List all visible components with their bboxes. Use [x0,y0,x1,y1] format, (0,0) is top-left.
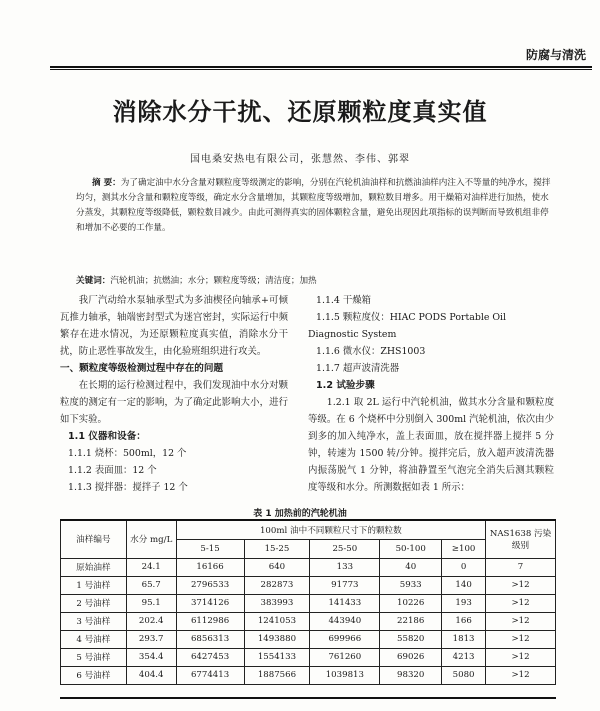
table-cell: 55820 [380,630,442,648]
equipment-item: 1.1.1 烧杯：500ml，12 个 [68,448,187,459]
table-cell: 140 [442,576,486,594]
table-cell: 141433 [310,594,380,612]
table-cell: 1813 [442,630,486,648]
table-bottom-rule [60,697,556,699]
equipment-item: 1.1.5 颗粒度仪：HIAC PODS Portable Oil [316,312,507,323]
table-cell: 3 号油样 [61,612,127,630]
table-cell: 404.4 [126,666,176,684]
header-sample: 油样编号 [61,520,127,558]
table-row [61,612,556,630]
article-title: 消除水分干扰、还原颗粒度真实值 [112,98,488,126]
section-tag: 防腐与清洗 [525,48,586,62]
table-cell: 5933 [380,576,442,594]
table-cell: 761260 [310,648,380,666]
intro-paragraph: 我厂汽动给水泵轴承型式为多油楔径向轴承+可倾瓦推力轴承，轴端密封型式为迷宫密封，实际运行中频繁存在进水情况，为还原颗粒度真实值，消除水分干扰，防止恶性事故发生，由化验班组织进行攻关。 [60,295,288,357]
sub1-heading: 1.1 仪器和设备： [68,431,146,442]
table-cell: 6 号油样 [61,666,127,684]
equipment-item: 1.1.6 微水仪：ZHS1003 [316,346,426,357]
header-size: 15-25 [244,539,310,558]
table-cell: >12 [486,612,556,630]
table-cell: 354.4 [126,648,176,666]
table-cell: 1887566 [244,666,310,684]
table-cell: 91773 [310,576,380,594]
table-cell: >12 [486,594,556,612]
table-body [61,558,556,684]
table-cell: 0 [442,558,486,576]
table-row [61,594,556,612]
table-cell: 699966 [310,630,380,648]
step-paragraph: 1.2.1 取 2L 运行中汽轮机油，做其水分含量和颗粒度等级。在 6 个烧杯中分别倒入 300ml 汽轮机油，依次由少到多的加入纯净水，盖上表面皿，放在搅拌器上搅拌 5 分钟，转速为 1500 转/分钟。搅拌完后，放入超声波清洗器内振荡脱气 1 分钟，将油静置至气泡完全消失后测其颗粒度等级和水分。所测数据如表 1 所示： [308,397,554,493]
table-cell: 1 号油样 [61,576,127,594]
data-table [60,519,556,685]
equipment-item: Diagnostic System [308,329,397,340]
table-cell: 640 [244,558,310,576]
table-row [61,630,556,648]
equipment-item: 1.1.3 搅拌器：搅拌子 12 个 [68,482,188,493]
table-cell: 293.7 [126,630,176,648]
table-cell: >12 [486,666,556,684]
table-cell: 3714126 [176,594,244,612]
equipment-item: 1.1.4 干燥箱 [316,295,371,306]
section1-paragraph: 在长期的运行检测过程中，我们发现油中水分对颗粒度的测定有一定的影响，为了确定此影响大小，进行如下实验。 [60,380,288,425]
table-row [61,576,556,594]
table-cell: 202.4 [126,612,176,630]
table-cell: 22186 [380,612,442,630]
header-size: 25-50 [310,539,380,558]
table-cell: 10226 [380,594,442,612]
table-cell: 原始油样 [61,558,127,576]
table-cell: 383993 [244,594,310,612]
table-cell: 98320 [380,666,442,684]
header-rule-thin [50,69,592,70]
table-cell: 69026 [380,648,442,666]
abstract-label: 摘 要： [92,178,121,188]
keywords-label: 关键词： [76,276,111,286]
equipment-item: 1.1.7 超声波清洗器 [316,363,400,374]
table-cell: 1241053 [244,612,310,630]
table-cell: 1554133 [244,648,310,666]
keywords [76,274,554,286]
header-size: 5-15 [176,539,244,558]
article-authors: 国电桑安热电有限公司，张慧然、李伟、郭翠 [190,154,410,165]
header-size: ≥100 [442,539,486,558]
table-cell: 4213 [442,648,486,666]
header-rule [50,66,592,68]
right-column [308,292,554,496]
table-cell: >12 [486,630,556,648]
table-cell: 133 [310,558,380,576]
abstract [76,176,554,236]
table-row [61,666,556,684]
table-cell: 4 号油样 [61,630,127,648]
table-cell: 7 [486,558,556,576]
table-cell: 65.7 [126,576,176,594]
table-cell: 6112986 [176,612,244,630]
table-cell: 40 [380,558,442,576]
table-cell: >12 [486,648,556,666]
table-cell: 282873 [244,576,310,594]
header-nas: NAS1638 污染级别 [486,520,556,558]
table-cell: 2796533 [176,576,244,594]
abstract-text: 为了确定油中水分含量对颗粒度等级测定的影响，分别在汽轮机油油样和抗燃油油样内注入不等量的纯净水，搅拌均匀，测其水分含量和颗粒度等级，确定水分含量增加，其颗粒度等级增加，颗粒数目增多。用干燥箱对油样进行加热，使水分蒸发，其颗粒度等级降低，颗粒数目减少。由此可测得真实的固体颗粒含量，避免出现因此项指标的误判断而导致机组非停和增加不必要的工作量。 [76,178,551,233]
table-cell: 443940 [310,612,380,630]
header-water: 水分 mg/L [126,520,176,558]
table-cell: 166 [442,612,486,630]
header-particle-group: 100ml 油中不同颗粒尺寸下的颗粒数 [176,520,485,539]
table-title: 表 1 加热前的汽轮机油 [253,509,347,519]
left-column [60,292,288,496]
table-cell: 6856313 [176,630,244,648]
table-cell: 6774413 [176,666,244,684]
table-row [61,648,556,666]
table-row [61,558,556,576]
table-cell: 16166 [176,558,244,576]
table-cell: 1039813 [310,666,380,684]
keywords-text: 汽轮机油；抗燃油；水分；颗粒度等级；清洁度；加热 [110,276,317,286]
table-cell: 5080 [442,666,486,684]
header-size: 50-100 [380,539,442,558]
table-cell: 5 号油样 [61,648,127,666]
table-cell: >12 [486,576,556,594]
table-cell: 24.1 [126,558,176,576]
section1-heading: 一、颗粒度等级检测过程中存在的问题 [60,363,224,374]
table-cell: 6427453 [176,648,244,666]
table-cell: 2 号油样 [61,594,127,612]
table-cell: 95.1 [126,594,176,612]
sub2-heading: 1.2 试验步骤 [316,380,375,391]
table-cell: 193 [442,594,486,612]
equipment-item: 1.1.2 表面皿：12 个 [68,465,157,476]
table-cell: 1493880 [244,630,310,648]
